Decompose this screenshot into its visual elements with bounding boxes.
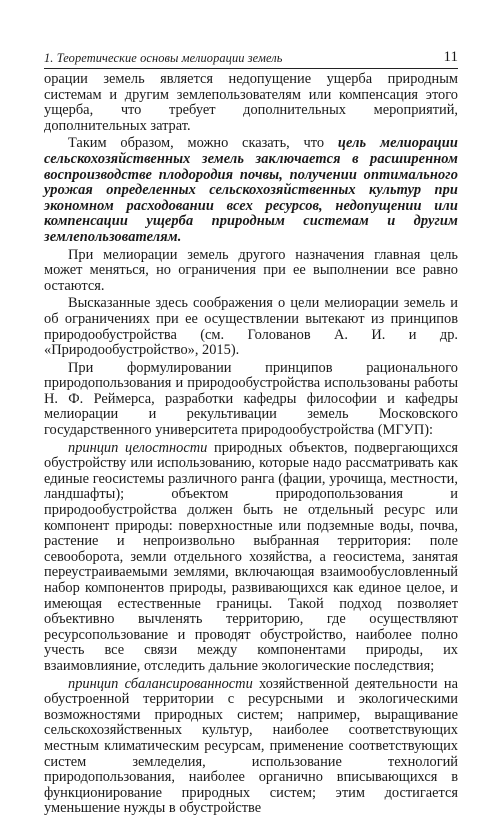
running-title: 1. Теоретические основы мелиорации земель	[44, 51, 283, 65]
page-number: 11	[443, 49, 458, 65]
principle-description: хозяйственной деятельности на обустроенной территории с ресурсными и экологическими возможностями природных систем; например, выращивание сельскохозяйственных культур, наиболее соответствующих местным климатическим ресурсам, применение соответствующих систем земледелия, использование технологий природопользования, наиболее органично вписывающихся в функционирование природных систем; этим достигается уменьшение нужды в обустройстве	[44, 675, 459, 817]
principle-item	[44, 677, 458, 817]
paragraph: При мелиорации земель другого назначения главная цель может меняться, но ограничения при ее выполнении все равно остаются.	[44, 246, 458, 294]
emphasized-definition: цель мелиорации сельскохозяйственных земель заключается в расширенном воспроизводстве плодородия почвы, получении оптимального урожая определенных сельскохозяйственных культур при экономном расходовании всех ресурсов, недопущении или компенсации ущерба природным системам и другим землепользователям.	[44, 135, 458, 245]
paragraph: Высказанные здесь соображения о цели мелиорации земель и об ограничениях при ее осуществлении вытекают из принципов природообустройства (см. Голованов А. И. и др. «Природообустройство», 2015).	[44, 295, 458, 359]
running-header	[44, 44, 458, 69]
principle-description: природных объектов, подвергающихся обустройству или использованию, которые надо рассматривать как единые геосистемы различного ранга (фации, урочища, местности, ландшафты); объектом природопользования и природообустройства должен быть не отдельный ресурс или компонент природы: поверхностные или подземные воды, почва, растение и непроизвольно выбранная территория: поле севооборота, земли отдельного хозяйства, а геосистема, занятая переустраиваемыми землями, включающая взаимообусловленный набор компонентов природы, развивающихся как единое целое, и имеющая естественные границы. Такой подход позволяет объективно вычленять территорию, где осуществляют ресурсопользование и проводят обустройство, наиболее полно учесть все связи между компонентами природы, их взаимовлияние, отследить дальние экологические последствия;	[44, 439, 458, 674]
paragraph	[44, 136, 458, 245]
principle-term: принцип целостности	[68, 439, 208, 456]
body-text	[44, 72, 458, 819]
principle-term: принцип сбалансированности	[68, 675, 253, 692]
paragraph: орации земель является недопущение ущерба природным системам и другим землепользователям или компенсация этого ущерба, что требует дополнительных мероприятий, дополнительных затрат.	[44, 71, 458, 134]
paragraph: При формулировании принципов рационального природопользования и природообустройства использованы работы Н. Ф. Реймерса, разработки кафедры философии и кафедры мелиорации и рекультивации земель Московского государственного университета природообустройства (МГУП):	[44, 359, 458, 439]
paragraph-lead-text: Таким образом, можно сказать, что	[68, 135, 338, 152]
principle-item	[44, 441, 458, 675]
